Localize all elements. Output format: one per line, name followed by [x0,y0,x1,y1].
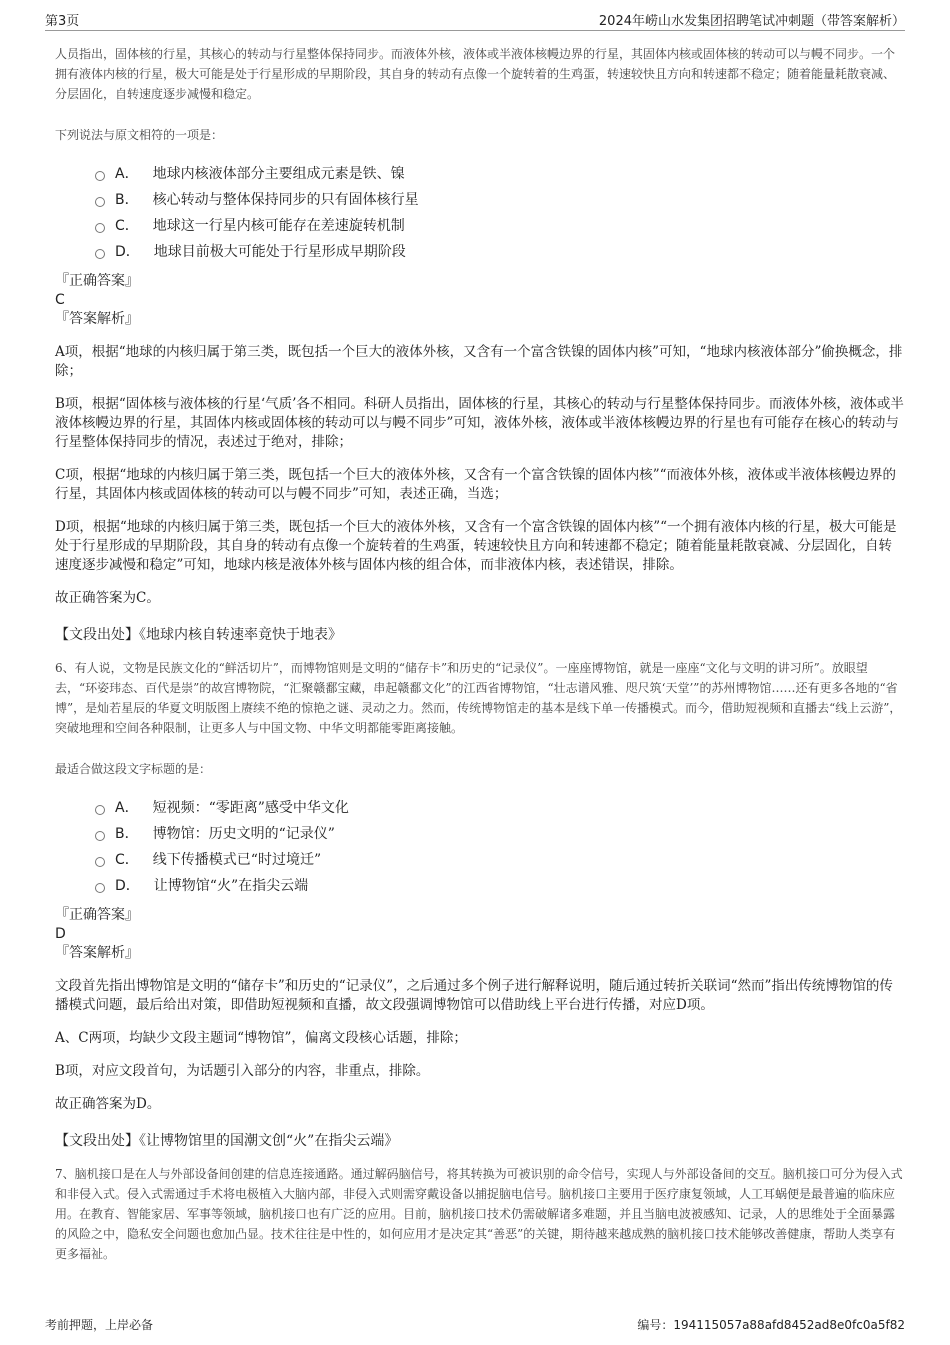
source-line: 【文段出处】《让博物馆里的国潮文创“火”在指尖云端》 [55,1133,399,1149]
option-list [95,161,905,265]
document-title: 2024年崂山水发集团招聘笔试冲刺题（带答案解析） [598,14,905,29]
analysis-paragraph: 文段首先指出博物馆是文明的“储存卡”和历史的“记录仪”，之后通过多个例子进行解释说明，随后通过转折关联词“然而”指出传统博物馆的传播模式问题，最后给出对策，即借助短视频和直播，故文段强调博物馆可以借助线上平台进行传播，对应D项。 [55,978,893,1013]
option-list [95,795,905,899]
radio-icon[interactable] [95,223,105,233]
option-c[interactable]: C． 线下传播模式已“时过境迁” [95,847,905,873]
analysis-tag: 『答案解析』 [55,945,139,961]
option-d[interactable]: D． 让博物馆“火”在指尖云端 [95,873,905,899]
page-header [45,8,905,31]
analysis-paragraph: A、C两项，均缺少文段主题词“博物馆”，偏离文段核心话题，排除； [55,1030,467,1046]
passage-text: 人员指出，固体核的行星，其核心的转动与行星整体保持同步。而液体外核，液体或半液体核幔边界的行星，其固体内核或固体核的转动可以与幔不同步。一个拥有液体内核的行星，极大可能是处于行星形成的早期阶段，其自身的转动有点像一个旋转着的生鸡蛋，转速较快且方向和转速都不稳定；随着能量耗散衰减、分层固化，自转速度逐步减慢和稳定。 [55,47,896,101]
radio-icon[interactable] [95,249,105,259]
question-stem: 6、有人说，文物是民族文化的“鲜活切片”，而博物馆则是文明的“储存卡”和历史的“记录仪”。一座座博物馆，就是一座座“文化与文明的讲习所”。放眼望去，“环姿玮态、百代是崇”的故宫博物院，“汇聚赣鄱宝藏，串起赣鄱文化”的江西省博物馆，“壮志谱风雅、咫尺筑‘天堂’”的苏州博物馆……还有更多各地的“省博”，是灿若星辰的华夏文明版图上赓续不绝的惊艳之谜、灵动之力。然而，传统博物馆走的基本是线下单一传播模式。而今，借助短视频和直播去“线上云游”，突破地理和空间各种限制，让更多人与中国文物、中华文明都能零距离接触。 [55,661,902,735]
analysis-tag: 『答案解析』 [55,311,139,327]
page-footer [45,1316,905,1336]
analysis-paragraph: B项，根据“固体核与液体核的行星‘气质’各不相同。科研人员指出，固体核的行星，其核心的转动与行星整体保持同步。而液体外核，液体或半液体核幔边界的行星，其固体内核或固体核的转动可以与幔不同步”可知，液体外核，液体或半液体核幔边界的行星也有可能存在核心的转动与行星整体保持同步的情况，表述过于绝对，排除； [55,396,904,450]
question-lead: 下列说法与原文相符的一项是： [55,128,224,142]
question-stem: 7、脑机接口是在人与外部设备间创建的信息连接通路。通过解码脑信号，将其转换为可被识别的命令信号，实现人与外部设备间的交互。脑机接口可分为侵入式和非侵入式。侵入式需通过手术将电极植入大脑内部，非侵入式则需穿戴设备以捕捉脑电信号。脑机接口主要用于医疗康复领域，人工耳蜗便是最普遍的临床应用。在教育、智能家居、军事等领域，脑机接口也有广泛的应用。目前，脑机接口技术仍需破解诸多难题，并且当脑电波被感知、记录，人的思维处于全面暴露的风险之中，隐私安全问题也愈加凸显。技术往往是中性的，如何应用才是决定其“善恶”的关键，期待越来越成熟的脑机接口技术能够改善健康，帮助人类享有更多福祉。 [55,1167,903,1261]
answer-tag: 『正确答案』 [55,273,139,289]
option-d[interactable]: D． 地球目前极大可能处于行星形成早期阶段 [95,239,905,265]
radio-icon[interactable] [95,805,105,815]
radio-icon[interactable] [95,831,105,841]
analysis-paragraph: A项，根据“地球的内核归属于第三类，既包括一个巨大的液体外核，又含有一个富含铁镍的固体内核”可知，“地球内核液体部分”偷换概念，排除； [55,344,903,379]
option-b[interactable]: B． 博物馆：历史文明的“记录仪” [95,821,905,847]
radio-icon[interactable] [95,857,105,867]
analysis-paragraph: D项，根据“地球的内核归属于第三类，既包括一个巨大的液体外核，又含有一个富含铁镍的固体内核”“一个拥有液体内核的行星，极大可能是处于行星形成的早期阶段，其自身的转动有点像一个旋转着的生鸡蛋，转速较快且方向和转速都不稳定；随着能量耗散衰减、分层固化，自转速度逐步减慢和稳定”可知，地球内核是液体外核与固体内核的组合体，而非液体内核，表述错误，排除。 [55,519,897,573]
source-line: 【文段出处】《地球内核自转速率竟快于地表》 [55,627,342,643]
option-a[interactable]: A． 短视频：“零距离”感受中华文化 [95,795,905,821]
footer-slogan: 考前押题，上岸必备 [45,1318,154,1332]
correct-answer: D [55,926,66,942]
document-body [55,44,905,1264]
correct-answer: C [55,292,65,308]
analysis-conclusion: 故正确答案为D。 [55,1096,161,1112]
radio-icon[interactable] [95,197,105,207]
option-c[interactable]: C． 地球这一行星内核可能存在差速旋转机制 [95,213,905,239]
option-a[interactable]: A． 地球内核液体部分主要组成元素是铁、镍 [95,161,905,187]
analysis-conclusion: 故正确答案为C。 [55,590,160,606]
answer-tag: 『正确答案』 [55,907,139,923]
question-lead: 最适合做这段文字标题的是： [55,762,212,776]
analysis-paragraph: B项，对应文段首句，为话题引入部分的内容，非重点，排除。 [55,1063,430,1079]
document-id: 编号：194115057a88afd8452ad8e0fc0a5f82 [637,1318,905,1332]
option-b[interactable]: B． 核心转动与整体保持同步的只有固体核行星 [95,187,905,213]
analysis-paragraph: C项，根据“地球的内核归属于第三类，既包括一个巨大的液体外核，又含有一个富含铁镍的固体内核”“而液体外核，液体或半液体核幔边界的行星，其固体内核或固体核的转动可以与幔不同步”可知，表述正确，当选； [55,467,897,502]
page-number: 第3页 [45,14,80,29]
radio-icon[interactable] [95,883,105,893]
radio-icon[interactable] [95,171,105,181]
